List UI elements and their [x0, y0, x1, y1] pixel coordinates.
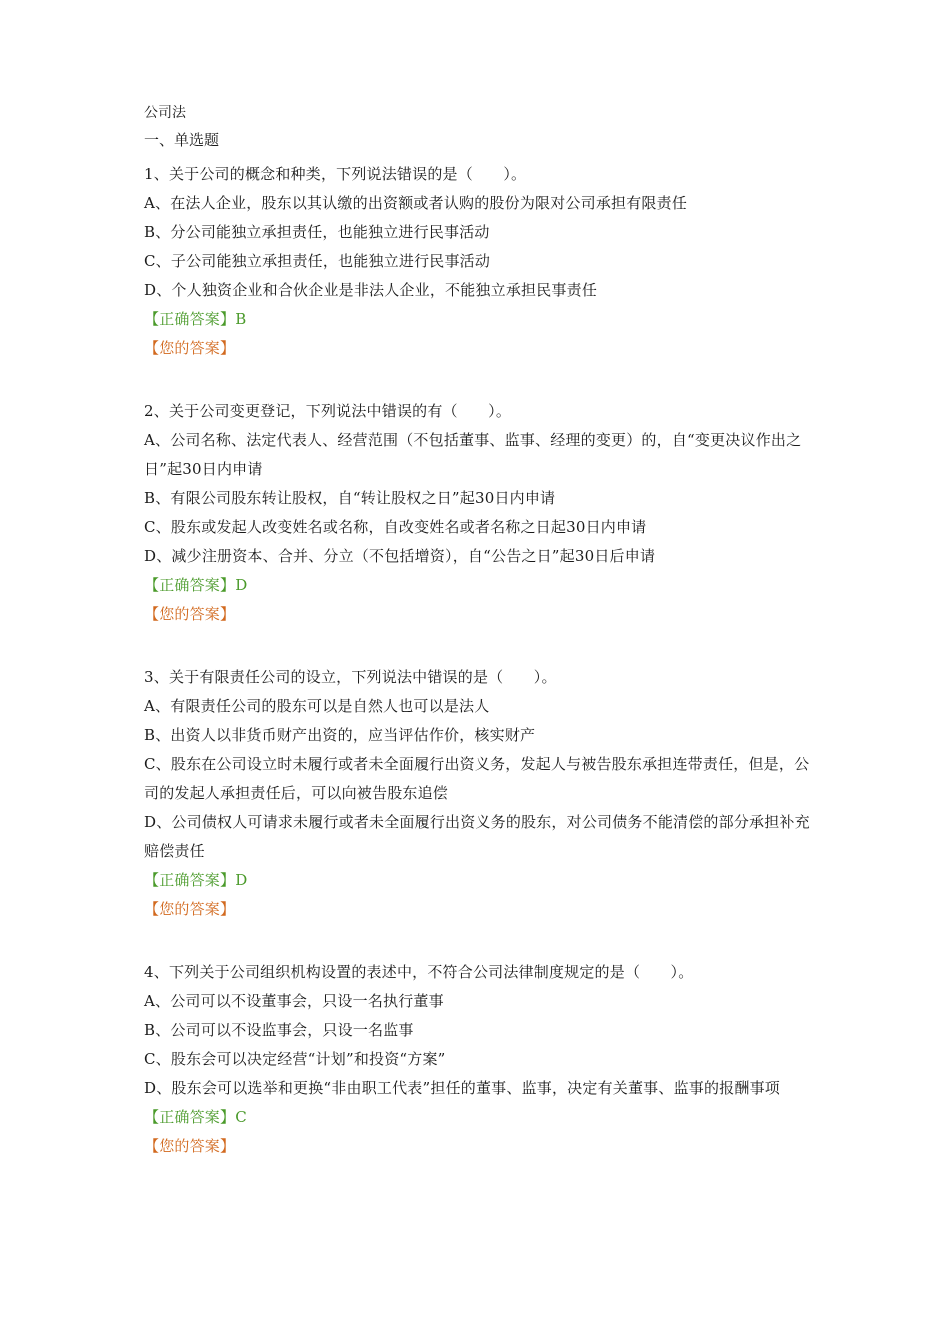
- question-stem: 1、关于公司的概念和种类，下列说法错误的是（ ）。: [144, 165, 527, 183]
- correct-answer: [144, 1103, 814, 1132]
- option-d: D、股东会可以选举和更换“非由职工代表”担任的董事、监事，决定有关董事、监事的报酬事项: [144, 1079, 780, 1097]
- correct-answer-label: 【正确答案】: [144, 1108, 236, 1126]
- question-1: [144, 160, 814, 363]
- correct-answer: [144, 866, 814, 895]
- question-3: [144, 663, 814, 924]
- question-stem: 4、下列关于公司组织机构设置的表述中，不符合公司法律制度规定的是（ ）。: [144, 963, 694, 981]
- your-answer: 【您的答案】: [144, 900, 236, 918]
- your-answer: 【您的答案】: [144, 339, 236, 357]
- correct-answer-label: 【正确答案】: [144, 310, 236, 328]
- section-title: 一、单选题: [144, 131, 220, 149]
- your-answer: 【您的答案】: [144, 605, 236, 623]
- correct-answer-value: C: [235, 1108, 247, 1126]
- option-a: A、有限责任公司的股东可以是自然人也可以是法人: [144, 697, 490, 715]
- question-stem: 3、关于有限责任公司的设立，下列说法中错误的是（ ）。: [144, 668, 557, 686]
- option-d: D、公司债权人可请求未履行或者未全面履行出资义务的股东，对公司债务不能清偿的部分承担补充赔偿责任: [144, 813, 810, 860]
- option-c: C、股东会可以决定经营“计划”和投资“方案”: [144, 1050, 446, 1068]
- option-a: A、公司名称、法定代表人、经营范围（不包括董事、监事、经理的变更）的，自“变更决议作出之日”起30日内申请: [144, 431, 802, 478]
- correct-answer-value: B: [235, 310, 247, 328]
- question-stem: 2、关于公司变更登记，下列说法中错误的有（ ）。: [144, 402, 512, 420]
- option-b: B、有限公司股东转让股权，自“转让股权之日”起30日内申请: [144, 489, 556, 507]
- correct-answer-value: D: [235, 576, 248, 594]
- question-4: [144, 958, 814, 1161]
- correct-answer-value: D: [235, 871, 248, 889]
- your-answer: 【您的答案】: [144, 1137, 236, 1155]
- document-page: [144, 100, 814, 1195]
- option-c: C、股东或发起人改变姓名或名称，自改变姓名或者名称之日起30日内申请: [144, 518, 647, 536]
- option-c: C、子公司能独立承担责任，也能独立进行民事活动: [144, 252, 491, 270]
- correct-answer: [144, 305, 814, 334]
- option-a: A、公司可以不设董事会，只设一名执行董事: [144, 992, 444, 1010]
- option-d: D、减少注册资本、合并、分立（不包括增资），自“公告之日”起30日后申请: [144, 547, 656, 565]
- option-a: A、在法人企业，股东以其认缴的出资额或者认购的股份为限对公司承担有限责任: [144, 194, 688, 212]
- question-2: [144, 397, 814, 629]
- option-b: B、出资人以非货币财产出资的，应当评估作价，核实财产: [144, 726, 536, 744]
- correct-answer-label: 【正确答案】: [144, 576, 236, 594]
- correct-answer: [144, 571, 814, 600]
- option-c: C、股东在公司设立时未履行或者未全面履行出资义务，发起人与被告股东承担连带责任，但是，公司的发起人承担责任后，可以向被告股东追偿: [144, 755, 810, 802]
- option-d: D、个人独资企业和合伙企业是非法人企业，不能独立承担民事责任: [144, 281, 598, 299]
- correct-answer-label: 【正确答案】: [144, 871, 236, 889]
- option-b: B、分公司能独立承担责任，也能独立进行民事活动: [144, 223, 490, 241]
- document-title: 公司法: [144, 105, 186, 121]
- option-b: B、公司可以不设监事会，只设一名监事: [144, 1021, 414, 1039]
